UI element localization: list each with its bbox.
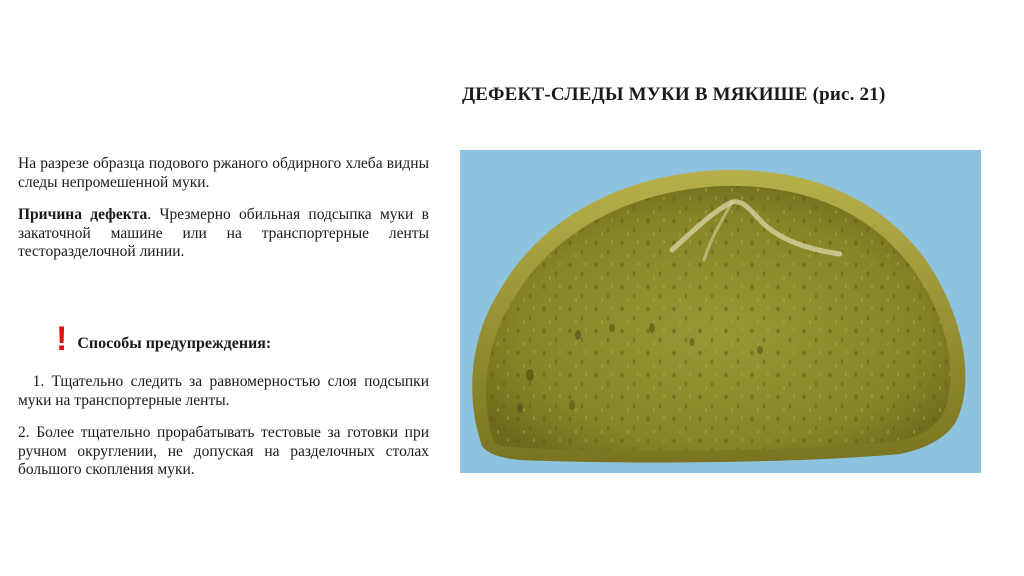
prevention-item-2: 2. Более тщательно прорабатывать тестовые за готовки при ручном округлении, не допуская на разделочных столах большого скопления муки. bbox=[18, 424, 429, 478]
prevention-item bbox=[18, 373, 433, 410]
slide-title: ДЕФЕКТ-СЛЕДЫ МУКИ В МЯКИШЕ (рис. 21) bbox=[462, 84, 886, 105]
exclamation-icon: ! bbox=[56, 320, 68, 358]
prevention-heading: Способы предупреждения: bbox=[77, 335, 272, 352]
description-text: На разрезе образца подового ржаного обдирного хлеба видны следы непромешенной муки. bbox=[18, 155, 429, 191]
prevention-item bbox=[18, 424, 429, 480]
cause-label: Причина дефекта bbox=[18, 206, 148, 223]
description-paragraph bbox=[18, 155, 429, 192]
prevention-item-1: 1. Тщательно следить за равномерностью слоя подсыпки муки на транспортерные ленты. bbox=[18, 373, 433, 409]
cause-paragraph bbox=[18, 206, 429, 262]
prevention-heading-row bbox=[56, 322, 271, 356]
cause-text: . Чрезмерно обильная подсыпка муки в закаточной машине или на транспортерные ленты тесторазделочной линии. bbox=[18, 206, 429, 260]
bread-cross-section-image bbox=[460, 150, 981, 473]
bread-illustration bbox=[460, 150, 981, 473]
